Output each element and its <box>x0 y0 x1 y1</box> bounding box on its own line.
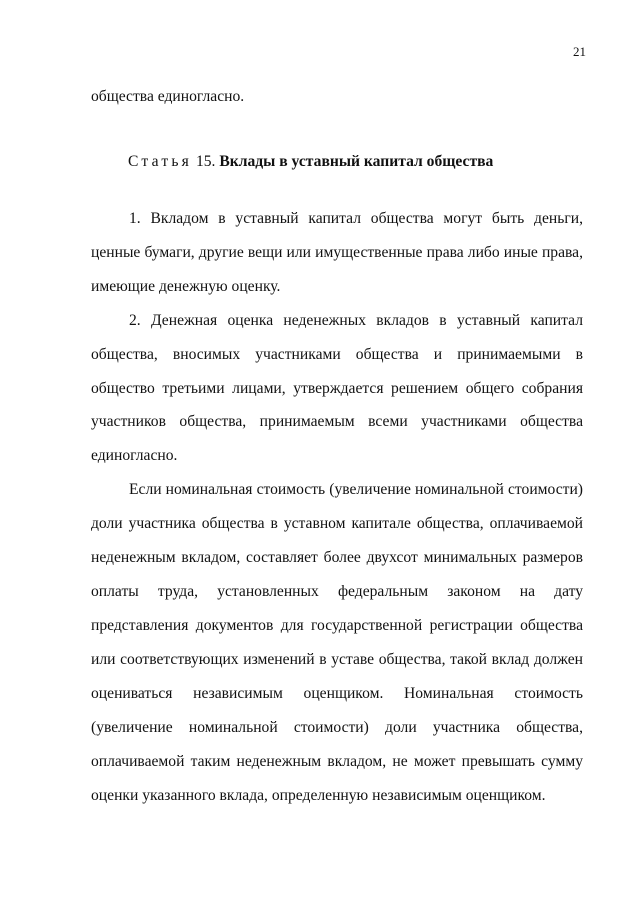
article-number: 15. <box>195 153 216 170</box>
paragraph-3-line-2: доли участника общества в уставном капитале общества, оплачиваемой <box>91 515 583 532</box>
opening-fragment: общества единогласно. <box>91 88 245 105</box>
paragraph-2-line-1: 2. Денежная оценка неденежных вкладов в уставный капитал <box>129 312 583 329</box>
paragraph-1-line-3: имеющие денежную оценку. <box>91 278 281 295</box>
paragraph-3-line-4: оплаты труда, установленных федеральным законом на дату <box>91 583 583 600</box>
paragraph-1-line-1: 1. Вкладом в уставный капитал общества могут быть деньги, <box>129 210 583 227</box>
paragraph-2-line-2: общества, вносимых участниками общества и принимаемыми в <box>91 346 583 363</box>
paragraph-3-line-7: оцениваться независимым оценщиком. Номинальная стоимость <box>91 685 583 702</box>
page-number: 21 <box>573 44 586 59</box>
paragraph-3-line-9: оплачиваемой таким неденежным вкладом, не может превышать сумму <box>91 753 583 770</box>
paragraph-2-line-5: единогласно. <box>91 447 178 464</box>
paragraph-3-line-3: неденежным вкладом, составляет более двухсот минимальных размеров <box>91 549 583 566</box>
paragraph-3-line-10: оценки указанного вклада, определенную независимым оценщиком. <box>91 787 546 804</box>
paragraph-2-line-3: общество третьими лицами, утверждается решением общего собрания <box>91 380 583 397</box>
paragraph-3-line-5: представления документов для государственной регистрации общества <box>91 617 583 634</box>
paragraph-3-line-8: (увеличение номинальной стоимости) доли участника общества, <box>91 719 583 736</box>
article-heading <box>128 154 493 170</box>
paragraph-3-line-6: или соответствующих изменений в уставе общества, такой вклад должен <box>91 651 583 668</box>
paragraph-3-line-1: Если номинальная стоимость (увеличение номинальной стоимости) <box>129 481 583 498</box>
paragraph-1-line-2: ценные бумаги, другие вещи или имущественные права либо иные права, <box>91 244 583 261</box>
article-title: Вклады в уставный капитал общества <box>219 153 494 170</box>
paragraph-2-line-4: участников общества, принимаемым всеми участниками общества <box>91 413 583 430</box>
article-label: Статья <box>128 153 193 170</box>
